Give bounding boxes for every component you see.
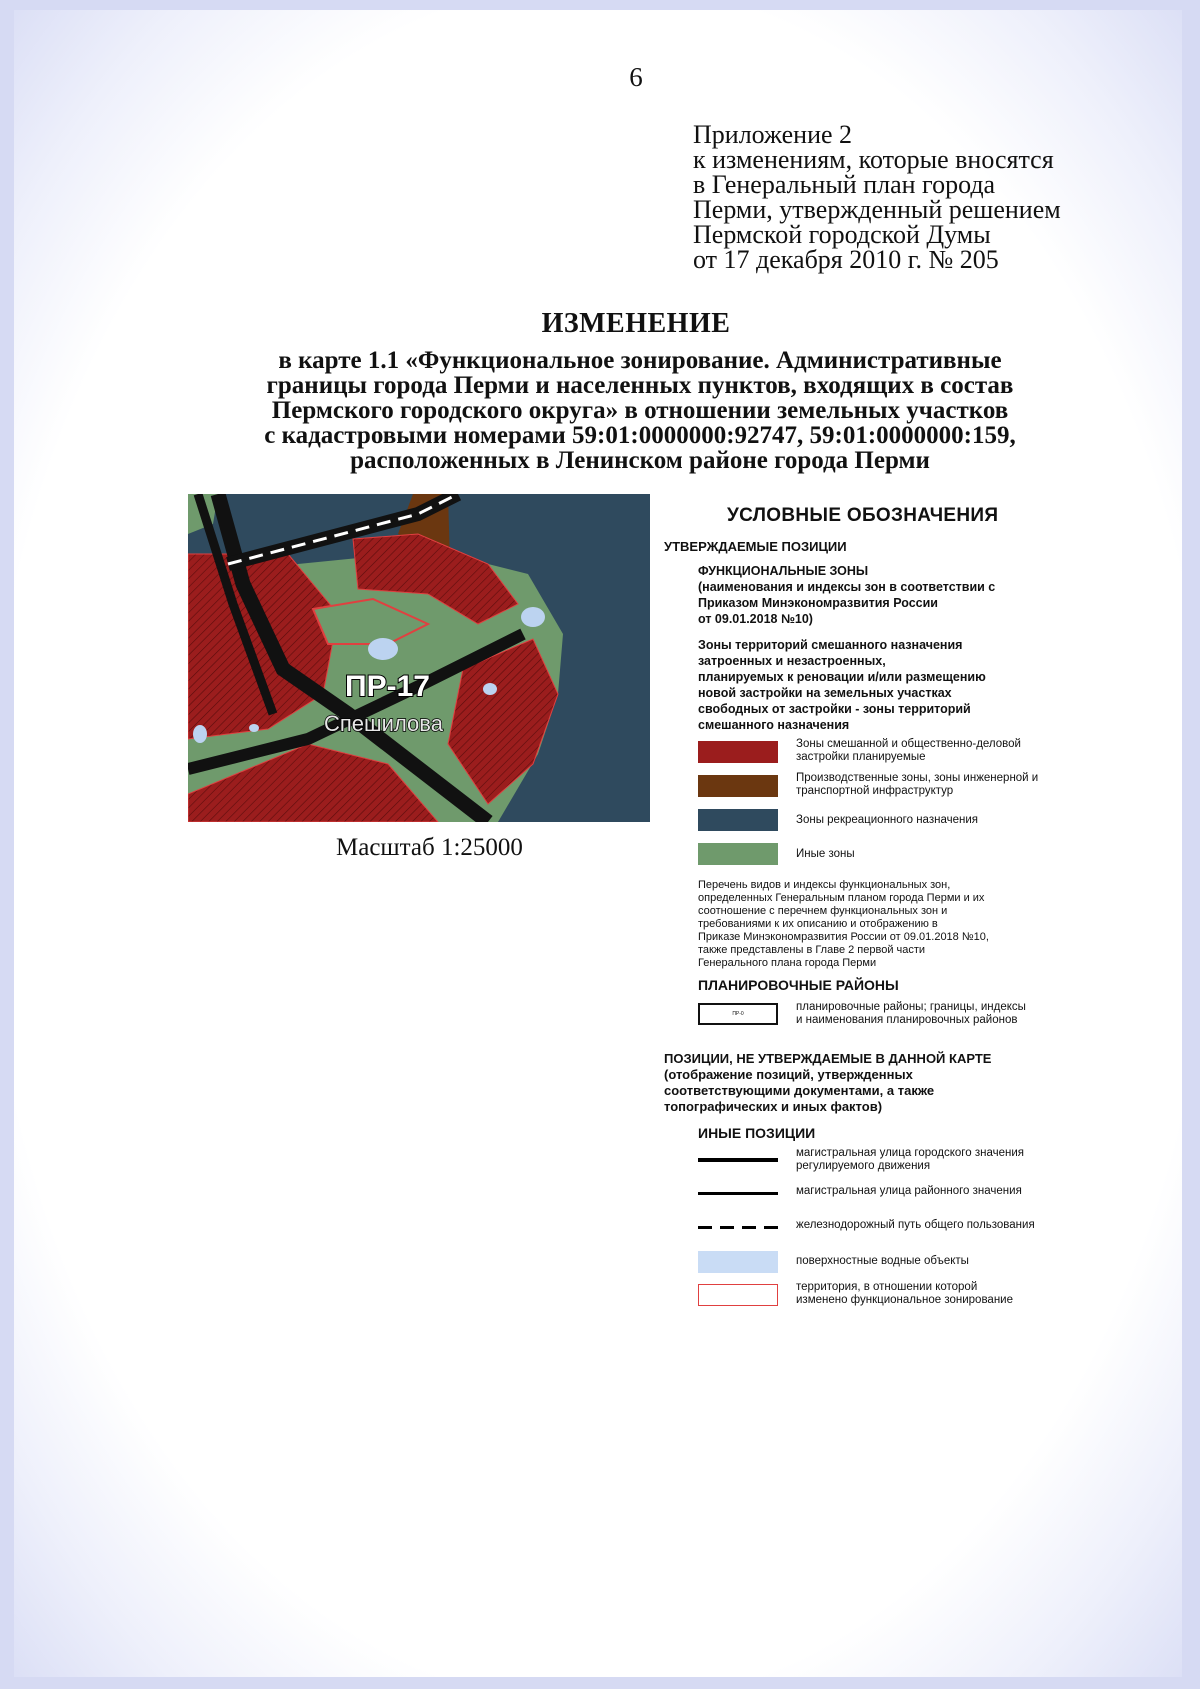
appendix-line: Пермской городской Думы — [693, 220, 991, 249]
document-title: ИЗМЕНЕНИЕ — [541, 308, 731, 339]
label-line: планировочные районы; границы, индексы — [796, 1001, 1026, 1013]
water-body — [521, 607, 545, 627]
legend-item-label — [796, 1147, 1024, 1173]
other-positions-header: ИНЫЕ ПОЗИЦИИ — [698, 1125, 816, 1141]
subtitle-line: Пермского городского округа» в отношении земельных участков — [271, 397, 1009, 424]
appendix-line: в Генеральный план города — [693, 170, 996, 199]
label-line: Зоны смешанной и общественно-деловой — [796, 738, 1021, 750]
legend-item-label: Зоны рекреационного назначения — [796, 814, 978, 826]
legend-item-city-street — [698, 1147, 1098, 1175]
industrial-zone-swatch — [698, 775, 778, 797]
other-zone-swatch — [698, 843, 778, 865]
appendix-line: Перми, утвержденный решением — [693, 195, 1061, 224]
thick-line-symbol — [698, 1158, 778, 1162]
label-line: изменено функциональное зонирование — [796, 1294, 1013, 1306]
label-line: транспортной инфраструктур — [796, 785, 954, 797]
note-line: Перечень видов и индексы функциональных зон, — [698, 879, 951, 891]
scan-edge-right — [1182, 0, 1200, 1689]
water-body — [193, 725, 207, 743]
header-line: (наименования и индексы зон в соответствии с — [698, 580, 996, 594]
appendix-line: от 17 декабря 2010 г. № 205 — [693, 245, 999, 274]
document-subtitle — [190, 348, 1090, 473]
label-line: и наименования планировочных районов — [796, 1014, 1018, 1026]
water-body — [368, 638, 398, 660]
legend-item-railway — [698, 1215, 1098, 1243]
mixed-zones-header — [698, 637, 986, 733]
legend-item-label: Иные зоны — [796, 848, 855, 860]
legend-item-label — [796, 1281, 1013, 1307]
legend-item-mixed-zone — [698, 738, 1098, 766]
legend-item-label — [796, 738, 1021, 764]
scan-edge-left — [0, 0, 14, 1689]
district-label: ПР-17 — [345, 670, 430, 703]
label-line: регулируемого движения — [796, 1160, 931, 1172]
header-line: соответствующими документами, а также — [664, 1083, 935, 1098]
mixed-zone-swatch — [698, 741, 778, 763]
header-line: ПОЗИЦИИ, НЕ УТВЕРЖДАЕМЫЕ В ДАННОЙ КАРТЕ — [664, 1051, 992, 1066]
planning-district-symbol — [698, 1003, 778, 1025]
subtitle-line: границы города Перми и населенных пунктов, входящих в состав — [266, 372, 1014, 399]
appendix-line: к изменениям, которые вносятся — [693, 145, 1054, 174]
water-body — [483, 683, 497, 695]
header-line: от 09.01.2018 №10) — [698, 612, 813, 626]
legend-item-other-zone — [698, 840, 1098, 868]
legend-item-changed-territory — [698, 1281, 1098, 1309]
header-line: планируемых к реновации и/или размещению — [698, 670, 986, 684]
header-line: Зоны территорий смешанного назначения — [698, 638, 963, 652]
map-scale: Масштаб 1:25000 — [336, 834, 523, 861]
scan-edge-top — [0, 0, 1200, 10]
street-label: Спешилова — [324, 711, 443, 736]
page-number: 6 — [629, 62, 643, 92]
legend-title: УСЛОВНЫЕ ОБОЗНАЧЕНИЯ — [727, 505, 999, 526]
header-line: ФУНКЦИОНАЛЬНЫЕ ЗОНЫ — [698, 564, 869, 578]
legend-item-district-street — [698, 1181, 1098, 1209]
water-body — [249, 724, 259, 732]
header-line: свободных от застройки - зоны территорий — [698, 702, 971, 716]
label-line: Производственные зоны, зоны инженерной и — [796, 772, 1039, 784]
zoning-map — [188, 494, 650, 822]
approved-positions-header: УТВЕРЖДАЕМЫЕ ПОЗИЦИИ — [664, 539, 847, 554]
legend-item-recreation-zone — [698, 806, 1098, 834]
header-line: Приказом Минэкономразвития России — [698, 596, 938, 610]
legend-item-label — [796, 772, 1038, 798]
label-line: магистральная улица городского значения — [796, 1147, 1024, 1159]
subtitle-line: в карте 1.1 «Функциональное зонирование. Административные — [278, 347, 1002, 374]
note-line: Приказе Минэкономразвития России от 09.01.2018 №10, — [698, 931, 989, 943]
water-swatch — [698, 1251, 778, 1273]
note-line: соотношение с перечнем функциональных зон и — [698, 905, 948, 917]
appendix-block — [693, 122, 1153, 272]
legend-item-label: магистральная улица районного значения — [796, 1185, 1022, 1197]
subtitle-line: расположенных в Ленинском районе города Перми — [350, 447, 930, 474]
note-line: также представлены в Главе 2 первой части — [698, 944, 926, 956]
label-line: застройки планируемые — [796, 751, 926, 763]
legend-item-industrial-zone — [698, 772, 1098, 800]
note-line: Генерального плана города Перми — [698, 957, 877, 969]
header-line: смешанного назначения — [698, 718, 850, 732]
functional-zones-header — [698, 563, 995, 627]
header-line: топографических и иных фактов) — [664, 1099, 883, 1114]
legend-item-label: железнодорожный путь общего пользования — [796, 1219, 1035, 1231]
recreation-zone-swatch — [698, 809, 778, 831]
not-approved-header — [664, 1051, 991, 1115]
header-line: (отображение позиций, утвержденных — [664, 1067, 913, 1082]
subtitle-line: с кадастровыми номерами 59:01:0000000:92747, 59:01:0000000:159, — [264, 422, 1016, 449]
scan-edge-bottom — [0, 1677, 1200, 1689]
thin-line-symbol — [698, 1192, 778, 1195]
legend-note — [698, 879, 989, 970]
changed-territory-swatch — [698, 1284, 778, 1306]
note-line: требованиями к их описанию и отображению в — [698, 918, 938, 930]
zoning-map-svg — [188, 494, 650, 822]
planning-districts-header: ПЛАНИРОВОЧНЫЕ РАЙОНЫ — [698, 977, 899, 993]
legend-item-planning-district — [698, 1001, 1098, 1029]
label-line: территория, в отношении которой — [796, 1281, 978, 1293]
appendix-line: Приложение 2 — [693, 120, 853, 149]
header-line: новой застройки на земельных участках — [698, 686, 952, 700]
note-line: определенных Генеральным планом города Перми и их — [698, 892, 985, 904]
header-line: затроенных и незастроенных, — [698, 654, 886, 668]
legend-item-label: поверхностные водные объекты — [796, 1255, 969, 1267]
dashed-line-symbol — [698, 1226, 778, 1229]
legend-item-water — [698, 1248, 1098, 1276]
planning-district-symbol-text: ПР-0 — [732, 1011, 744, 1017]
legend-item-label — [796, 1001, 1026, 1027]
